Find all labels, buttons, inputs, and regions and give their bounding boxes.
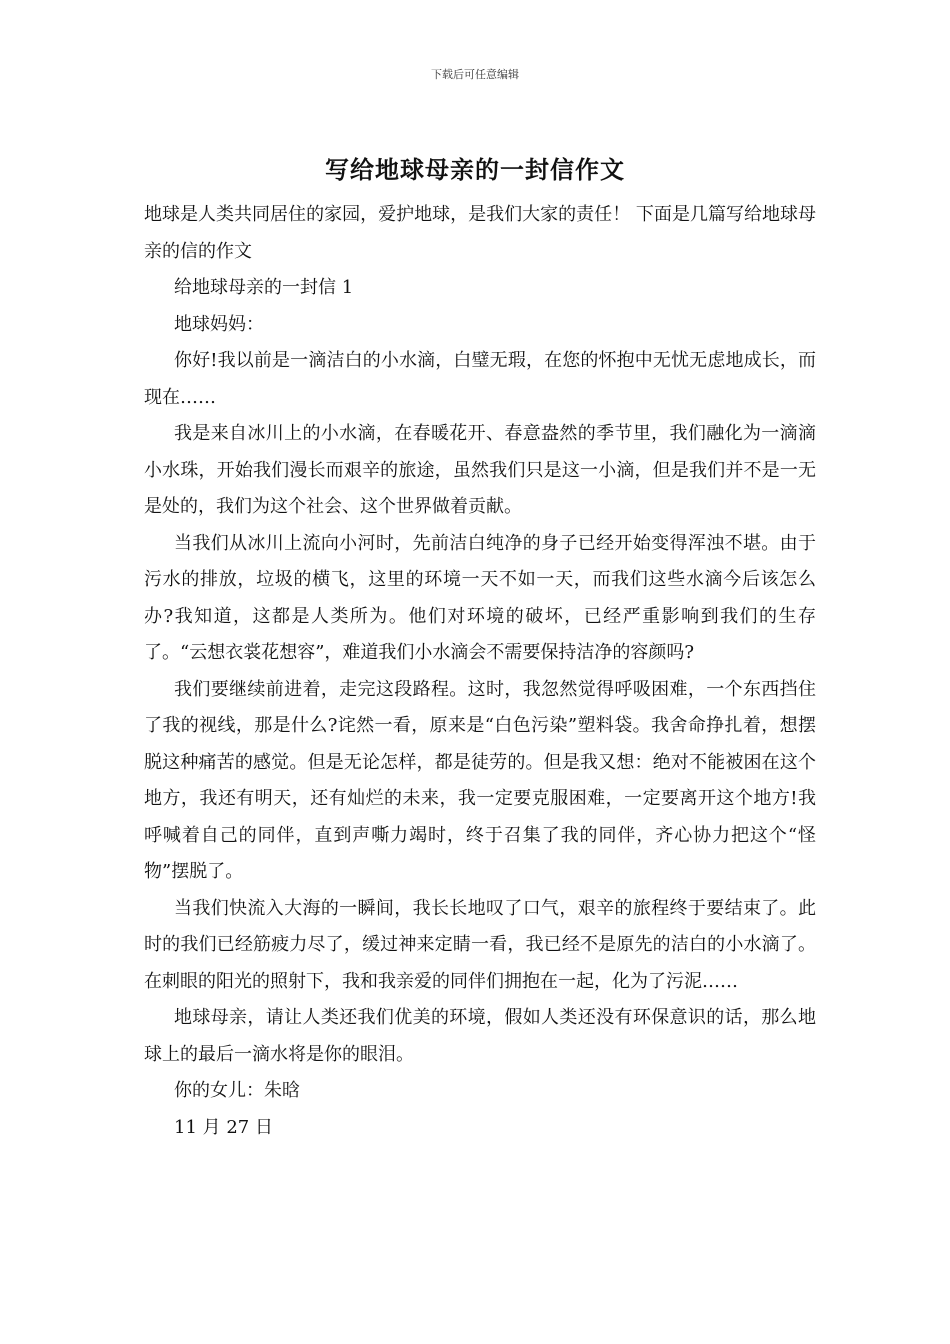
body-paragraph: 当我们从冰川上流向小河时，先前洁白纯净的身子已经开始变得浑浊不堪。由于污水的排放，垃圾的横飞，这里的环境一天不如一天，而我们这些水滴今后该怎么办?我知道，这都是人类所为。他们对环境的破坏，已经严重影响到我们的生存了。“云想衣裳花想容”，难道我们小水滴会不需要保持洁净的容颜吗?: [144, 532, 816, 663]
page-title: 写给地球母亲的一封信作文: [325, 155, 625, 184]
body-paragraph: 你好!我以前是一滴洁白的小水滴，白璧无瑕，在您的怀抱中无忧无虑地成长，而现在……: [144, 350, 816, 408]
letter-date: 11 月 27 日: [174, 1116, 273, 1138]
header-note: 下载后可任意编辑: [431, 68, 519, 81]
intro-paragraph: 地球是人类共同居住的家园，爱护地球，是我们大家的责任！ 下面是几篇写给地球母亲的信的作文: [144, 204, 816, 262]
letter-heading: 给地球母亲的一封信 1: [174, 277, 354, 298]
body-paragraph: 我是来自冰川上的小水滴，在春暖花开、春意盎然的季节里，我们融化为一滴滴小水珠，开始我们漫长而艰辛的旅途，虽然我们只是这一小滴，但是我们并不是一无是处的，我们为这个社会、这个世界做着贡献。: [144, 423, 816, 517]
salutation: 地球妈妈：: [174, 313, 264, 335]
body-paragraph: 地球母亲，请让人类还我们优美的环境，假如人类还没有环保意识的话，那么地球上的最后一滴水将是你的眼泪。: [144, 1007, 816, 1065]
body-paragraph: 当我们快流入大海的一瞬间，我长长地叹了口气，艰辛的旅程终于要结束了。此时的我们已经筋疲力尽了，缓过神来定睛一看，我已经不是原先的洁白的小水滴了。在刺眼的阳光的照射下，我和我亲爱的同伴们拥抱在一起，化为了污泥……: [144, 897, 816, 992]
body-paragraph: 我们要继续前进着，走完这段路程。这时，我忽然觉得呼吸困难，一个东西挡住了我的视线，那是什么?诧然一看，原来是“白色污染”塑料袋。我舍命挣扎着，想摆脱这种痛苦的感觉。但是无论怎样，都是徒劳的。但是我又想：绝对不能被困在这个地方，我还有明天，还有灿烂的未来，我一定要克服困难，一定要离开这个地方!我呼喊着自己的同伴，直到声嘶力竭时，终于召集了我的同伴，齐心协力把这个“怪物”摆脱了。: [144, 678, 816, 882]
document-body: [144, 197, 816, 1146]
signature: 你的女儿：朱晗: [174, 1080, 300, 1101]
